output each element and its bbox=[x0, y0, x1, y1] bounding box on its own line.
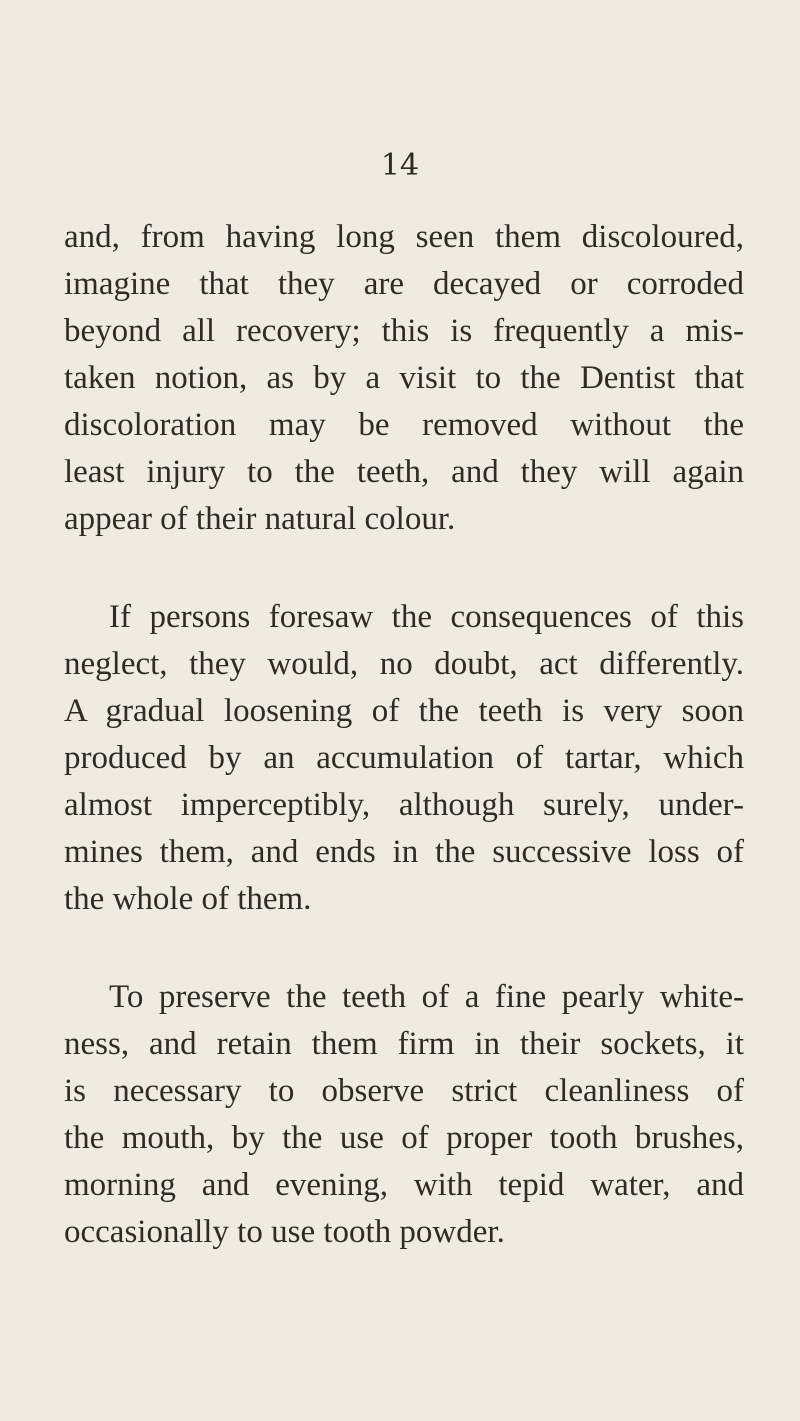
text-line: A gradual loosening of the teeth is very soon bbox=[64, 693, 744, 729]
text-line: neglect, they would, no doubt, act differently. bbox=[64, 646, 744, 682]
text-line: beyond all recovery; this is frequently a mis- bbox=[64, 313, 744, 349]
paragraph-2 bbox=[64, 594, 744, 923]
text-line: produced by an accumulation of tartar, which bbox=[64, 740, 744, 776]
text-line: the mouth, by the use of proper tooth brushes, bbox=[64, 1120, 744, 1156]
text-line: mines them, and ends in the successive loss of bbox=[64, 834, 744, 870]
paragraph-1 bbox=[64, 214, 744, 543]
text-line: morning and evening, with tepid water, and bbox=[64, 1167, 744, 1203]
paragraph-3 bbox=[64, 974, 744, 1256]
paragraph-spacer bbox=[64, 923, 744, 974]
body-text bbox=[64, 214, 744, 1256]
text-line: ness, and retain them firm in their sockets, it bbox=[64, 1026, 744, 1062]
text-line: appear of their natural colour. bbox=[64, 501, 456, 537]
text-line: occasionally to use tooth powder. bbox=[64, 1214, 505, 1250]
text-line: taken notion, as by a visit to the Dentist that bbox=[64, 360, 744, 396]
text-line: the whole of them. bbox=[64, 881, 312, 917]
text-line: To preserve the teeth of a fine pearly white- bbox=[109, 979, 744, 1015]
text-line: If persons foresaw the consequences of this bbox=[109, 599, 744, 635]
paragraph-spacer bbox=[64, 543, 744, 594]
text-line: discoloration may be removed without the bbox=[64, 407, 744, 443]
text-line: is necessary to observe strict cleanliness of bbox=[64, 1073, 744, 1109]
text-line: least injury to the teeth, and they will again bbox=[64, 454, 744, 490]
text-line: and, from having long seen them discoloured, bbox=[64, 219, 744, 255]
page-number: 14 bbox=[380, 148, 420, 183]
text-line: almost imperceptibly, although surely, under- bbox=[64, 787, 744, 823]
text-line: imagine that they are decayed or corroded bbox=[64, 266, 744, 302]
